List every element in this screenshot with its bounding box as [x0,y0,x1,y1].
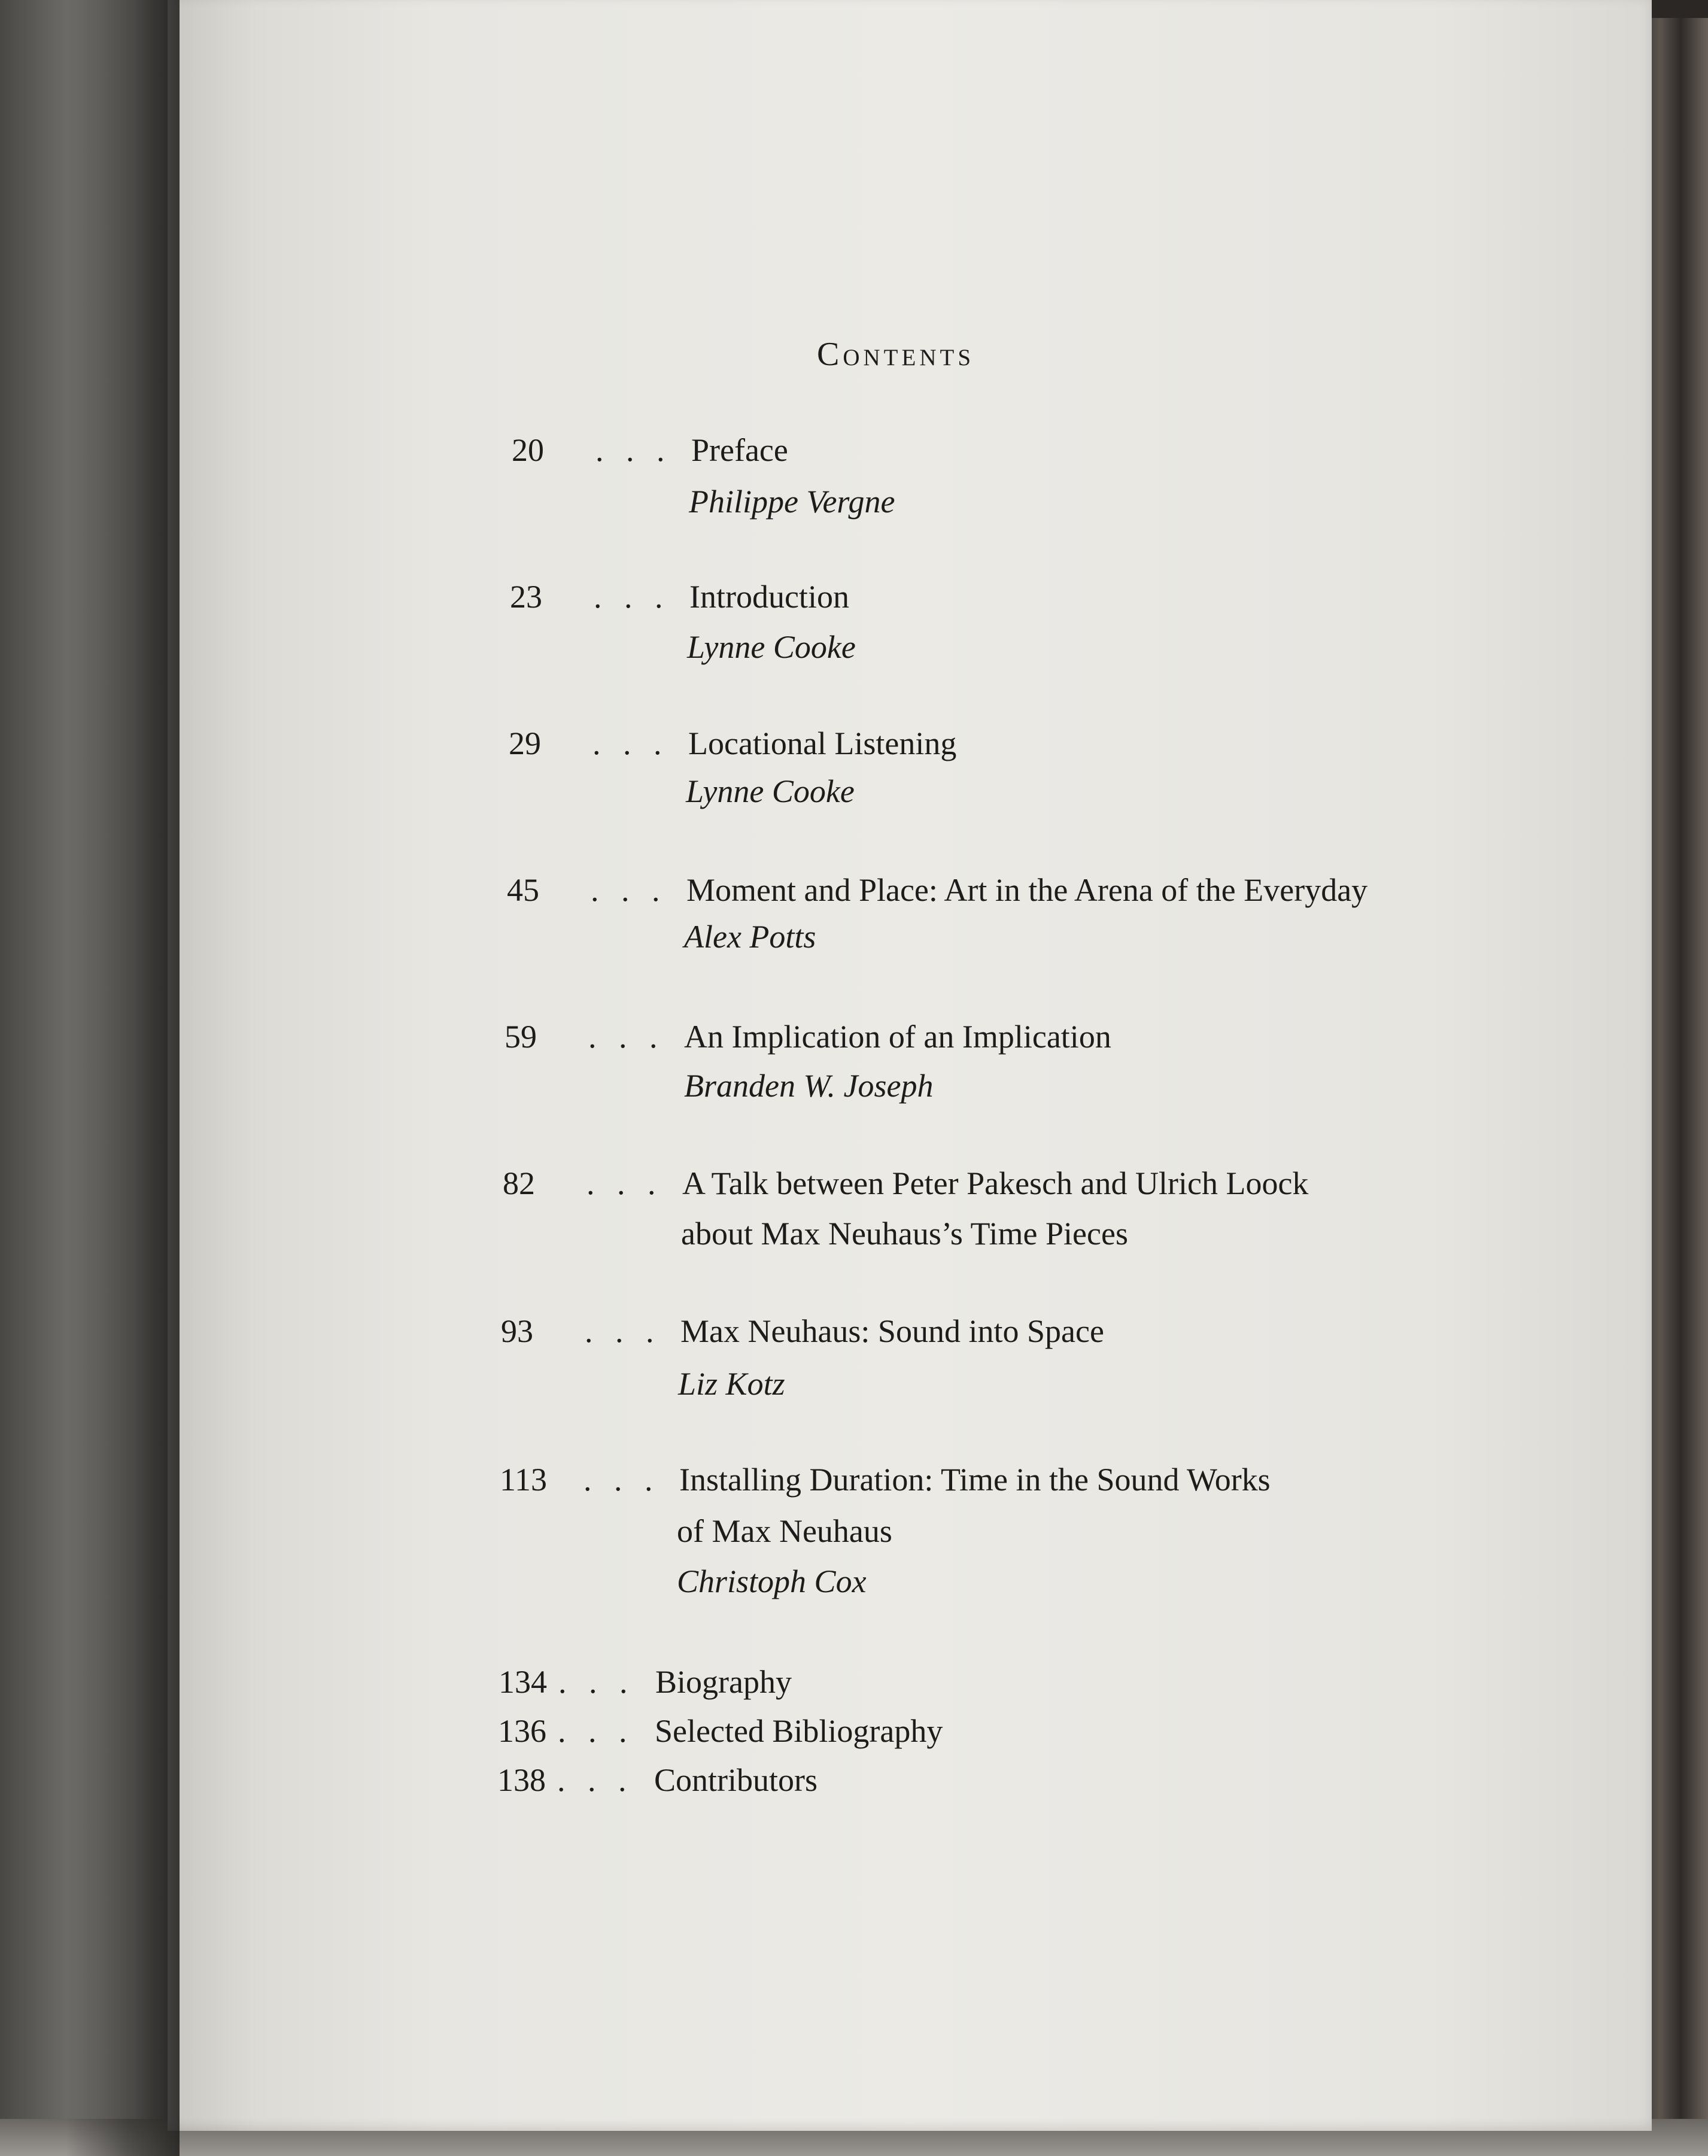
toc-author: Lynne Cooke [687,629,856,665]
toc-title-continued: of Max Neuhaus [677,1513,892,1549]
toc-page-number: 138 [497,1762,546,1798]
toc-page-number: 82 [503,1165,535,1201]
toc-title: Contributors [654,1762,818,1798]
toc-title: Max Neuhaus: Sound into Space [680,1313,1104,1349]
toc-title: Moment and Place: Art in the Arena of the Everyday [686,872,1368,908]
toc-leader-dots: . . . [594,579,670,615]
toc-page-number: 45 [507,872,539,908]
toc-leader-dots: . . . [558,1713,634,1749]
toc-leader-dots: . . . [588,1019,665,1055]
toc-page-number: 23 [510,579,542,615]
toc-title: A Talk between Peter Pakesch and Ulrich Loock [682,1165,1309,1201]
toc-title: Biography [655,1664,792,1700]
toc-author: Philippe Vergne [689,484,895,520]
toc-title: An Implication of an Implication [684,1019,1111,1055]
toc-title-continued: about Max Neuhaus’s Time Pieces [681,1216,1128,1252]
toc-title: Installing Duration: Time in the Sound Works [679,1462,1271,1498]
toc-title: Selected Bibliography [655,1713,943,1749]
contents-page [168,0,1652,2131]
toc-page-number: 134 [499,1664,547,1700]
toc-title: Preface [691,432,788,468]
toc-page-number: 20 [512,432,544,468]
toc-title: Introduction [689,579,849,615]
toc-leader-dots: . . . [558,1664,635,1700]
toc-author: Branden W. Joseph [684,1068,934,1104]
toc-page-number: 59 [505,1019,537,1055]
toc-leader-dots: . . . [585,1313,661,1349]
toc-page-number: 136 [498,1713,546,1749]
toc-leader-dots: . . . [592,725,669,761]
toc-author: Lynne Cooke [686,773,855,809]
toc-leader-dots: . . . [586,1165,663,1201]
toc-page-number: 29 [509,725,541,761]
contents-heading: Contents [817,336,975,373]
toc-leader-dots: . . . [557,1762,634,1798]
toc-author: Christoph Cox [677,1563,867,1599]
toc-author: Liz Kotz [678,1366,785,1402]
toc-leader-dots: . . . [591,872,667,908]
toc-title: Locational Listening [688,725,957,761]
toc-leader-dots: . . . [595,432,672,468]
toc-page-number: 113 [500,1462,547,1498]
gutter-shadow [66,0,180,2156]
toc-author: Alex Potts [684,919,816,955]
toc-leader-dots: . . . [583,1462,660,1498]
toc-page-number: 93 [501,1313,533,1349]
